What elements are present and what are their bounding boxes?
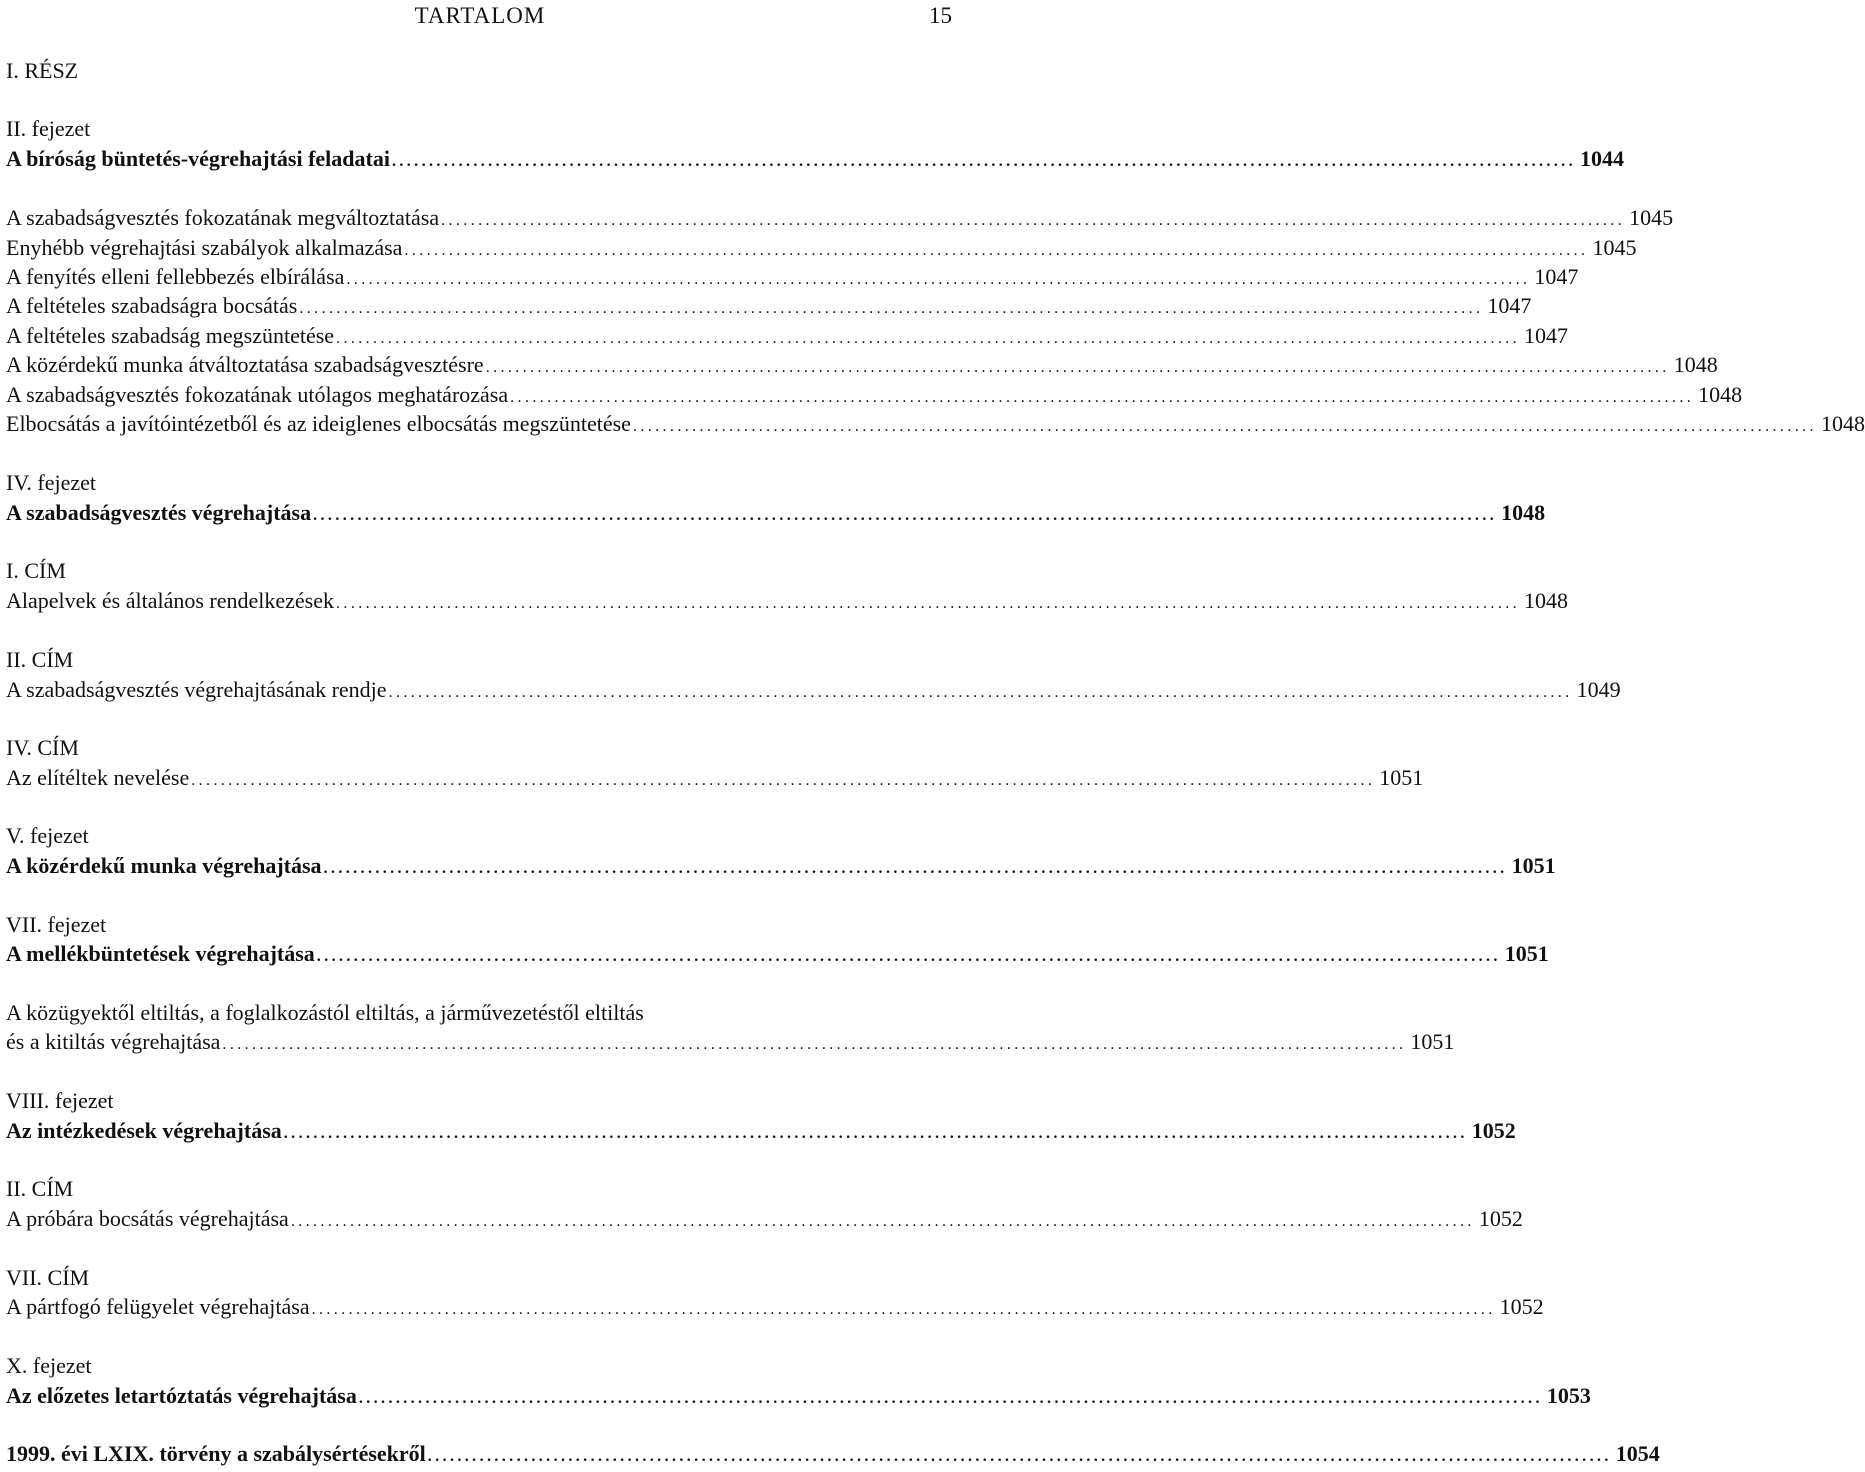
toc-entry-title: A mellékbüntetések végrehajtása [6,941,315,966]
toc-section-label: II. CÍM [6,1176,74,1201]
toc-entry-title: Az elítéltek nevelése [6,765,190,790]
toc-entry-title: Enyhébb végrehajtási szabályok alkalmazása [6,235,403,260]
toc-entry-page: 1052 [1478,1206,1523,1231]
page-number: 15 [929,3,952,28]
toc-entry-title: A közérdekű munka átváltoztatása szabadságvesztésre [6,352,484,377]
toc-entry-page: 1051 [1379,765,1424,790]
toc-entry-title: Az intézkedések végrehajtása [6,1118,282,1143]
toc-entry [6,498,1546,528]
toc-entry [6,586,1569,616]
dot-leader: ................................................................................................................................................................ [404,242,1589,259]
dot-leader: ................................................................................................................................................................ [336,595,1521,612]
toc-entry-page: 1044 [1579,146,1624,171]
toc-entry-title: A bíróság büntetés-végrehajtási feladatai [6,146,390,171]
toc-entry [6,409,1865,439]
toc-entry-title: és a kitiltás végrehajtása [6,1029,221,1054]
toc-entry [6,851,1556,881]
dot-leader: ................................................................................................................................................................ [358,1390,1543,1407]
toc-entry-page: 1047 [1534,264,1579,289]
toc-entry-page: 1048 [1501,500,1546,525]
toc-section-label: V. fejezet [6,823,89,848]
toc-entry-title: A közérdekű munka végrehajtása [6,853,322,878]
toc-entry [6,380,1743,410]
toc-entry-title: A feltételes szabadságra bocsátás [6,293,298,318]
toc-entry [6,675,1621,705]
toc-section-label: IV. fejezet [6,470,96,495]
toc-section-label: A közügyektől eltiltás, a foglalkozástól eltiltás, a járművezetéstől eltiltás [6,1000,644,1025]
toc-entry [6,939,1549,969]
toc-entry-title: A szabadságvesztés fokozatának megváltoztatása [6,205,440,230]
toc-entry-title: A szabadságvesztés fokozatának utólagos meghatározása [6,382,509,407]
toc-section-label: VII. CÍM [6,1265,90,1290]
toc-entry [6,350,1718,380]
toc-entry-page: 1051 [1504,941,1549,966]
dot-leader: ................................................................................................................................................................ [632,418,1817,435]
toc-entry [6,1116,1516,1146]
dot-leader: ................................................................................................................................................................ [290,1213,1475,1230]
toc-entry-page: 1048 [1524,588,1569,613]
toc-section-label: II. fejezet [6,116,91,141]
dot-leader: ................................................................................................................................................................ [283,1125,1468,1142]
toc-entry-title: 1999. évi LXIX. törvény a szabálysértésekről [6,1441,426,1466]
dot-leader: ................................................................................................................................................................ [299,300,1484,317]
toc-entry-title: Alapelvek és általános rendelkezések [6,588,335,613]
toc-section-label: I. RÉSZ [6,58,79,83]
toc-entry-title: A próbára bocsátás végrehajtása [6,1206,289,1231]
toc-entry-page: 1048 [1820,411,1865,436]
toc-entry-page: 1052 [1471,1118,1516,1143]
toc-entry-page: 1048 [1673,352,1718,377]
toc-entry-page: 1054 [1615,1441,1660,1466]
toc-entry [6,763,1424,793]
toc-entry [6,1204,1523,1234]
toc-entry [6,1439,1660,1469]
toc-entry-page: 1053 [1546,1383,1591,1408]
toc-entry-page: 1051 [1410,1029,1455,1054]
dot-leader: ................................................................................................................................................................ [485,359,1670,376]
toc-entry [6,144,1624,174]
toc-section-label: VII. fejezet [6,912,107,937]
toc-entry-page: 1047 [1524,323,1569,348]
toc-entry [6,262,1579,292]
dot-leader: ................................................................................................................................................................ [388,684,1573,701]
toc-section-label: II. CÍM [6,647,74,672]
dot-leader: ................................................................................................................................................................ [313,507,1498,524]
dot-leader: ................................................................................................................................................................ [222,1036,1407,1053]
toc-entry-title: A pártfogó felügyelet végrehajtása [6,1294,310,1319]
toc-section-label: VIII. fejezet [6,1088,114,1113]
toc-entry-page: 1045 [1629,205,1674,230]
dot-leader: ................................................................................................................................................................ [316,948,1501,965]
toc-section-label: I. CÍM [6,558,66,583]
dot-leader: ................................................................................................................................................................ [191,772,1376,789]
toc-entry [6,203,1674,233]
toc-entry [6,1027,1455,1057]
dot-leader: ................................................................................................................................................................ [346,271,1531,288]
toc-entry-title: A szabadságvesztés végrehajtásának rendje [6,677,387,702]
toc-entry-page: 1049 [1576,677,1621,702]
toc-entry-title: Az előzetes letartóztatás végrehajtása [6,1383,357,1408]
toc-section-label: IV. CÍM [6,735,79,760]
toc-entry [6,321,1569,351]
dot-leader: ................................................................................................................................................................ [311,1301,1496,1318]
dot-leader: ................................................................................................................................................................ [336,330,1521,347]
toc-entry-page: 1051 [1511,853,1556,878]
dot-leader: ................................................................................................................................................................ [427,1448,1612,1465]
toc-section-label: X. fejezet [6,1353,92,1378]
dot-leader: ................................................................................................................................................................ [391,153,1576,170]
toc-entry-page: 1052 [1499,1294,1544,1319]
running-header-title: TARTALOM [414,3,546,28]
toc-entry-page: 1047 [1487,293,1532,318]
toc-entry [6,291,1532,321]
toc-entry-title: A szabadságvesztés végrehajtása [6,500,312,525]
toc-entry-title: Elbocsátás a javítóintézetből és az ideiglenes elbocsátás megszüntetése [6,411,631,436]
toc-entry-page: 1045 [1592,235,1637,260]
toc-entry-title: A fenyítés elleni fellebbezés elbírálása [6,264,345,289]
toc-entry-page: 1048 [1698,382,1743,407]
toc-entry [6,233,1637,263]
toc-entry [6,1292,1544,1322]
toc-entry-title: A feltételes szabadság megszüntetése [6,323,335,348]
dot-leader: ................................................................................................................................................................ [441,212,1626,229]
dot-leader: ................................................................................................................................................................ [323,860,1508,877]
toc-entry [6,1381,1591,1411]
dot-leader: ................................................................................................................................................................ [510,389,1695,406]
